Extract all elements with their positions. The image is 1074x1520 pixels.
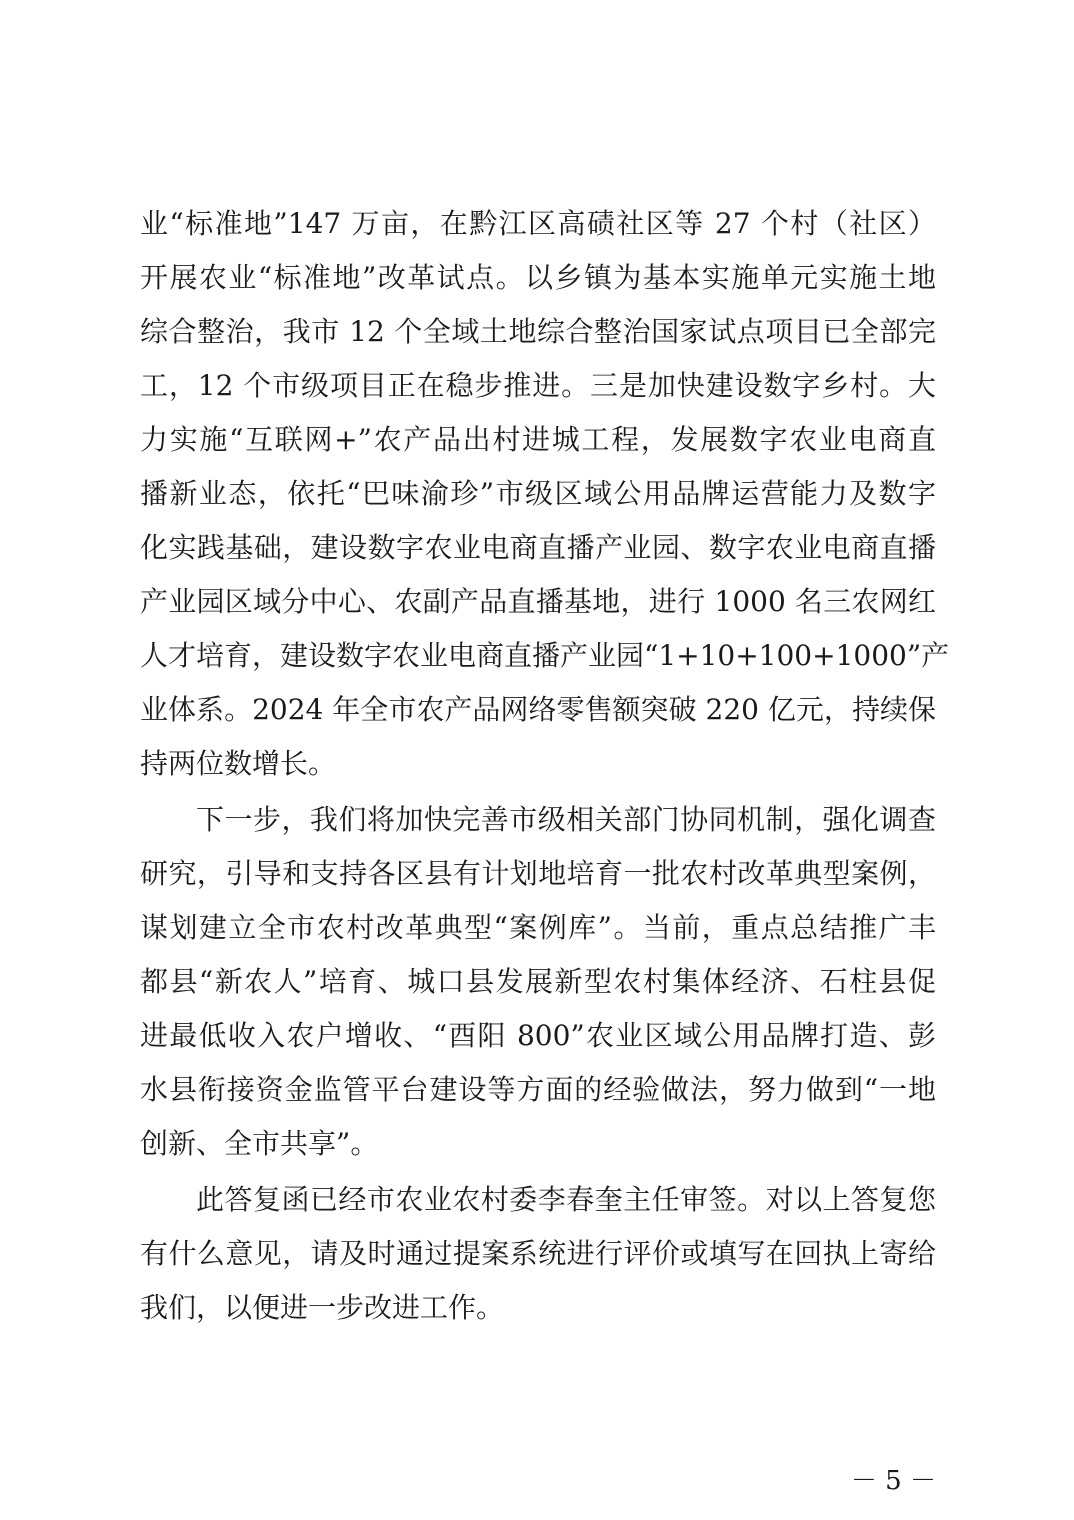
paragraph-3-line-2: 有什么意见，请及时通过提案系统进行评价或填写在回执上寄给	[140, 1237, 936, 1270]
paragraph-3-line-1: 此答复函已经市农业农村委李春奎主任审签。对以上答复您	[196, 1183, 936, 1216]
paragraph-1-line-10: 业体系。2024 年全市农产品网络零售额突破 220 亿元，持续保	[140, 693, 936, 726]
paragraph-1-line-5: 力实施“互联网+”农产品出村进城工程，发展数字农业电商直	[140, 423, 936, 456]
page-number: － 5 －	[850, 1466, 936, 1496]
paragraph-2-line-2: 研究，引导和支持各区县有计划地培育一批农村改革典型案例，	[140, 857, 936, 890]
paragraph-1-line-8: 产业园区域分中心、农副产品直播基地，进行 1000 名三农网红	[140, 585, 936, 618]
paragraph-2-line-5: 进最低收入农户增收、“酉阳 800”农业区域公用品牌打造、彭	[140, 1019, 936, 1052]
paragraph-3-line-3: 我们，以便进一步改进工作。	[140, 1291, 505, 1324]
paragraph-1-line-3: 综合整治，我市 12 个全域土地综合整治国家试点项目已全部完	[140, 315, 936, 348]
paragraph-2-line-6: 水县衔接资金监管平台建设等方面的经验做法，努力做到“一地	[140, 1073, 936, 1106]
paragraph-1-line-11: 持两位数增长。	[140, 747, 337, 780]
paragraph-2-line-4: 都县“新农人”培育、城口县发展新型农村集体经济、石柱县促	[140, 965, 936, 998]
paragraph-2-line-3: 谋划建立全市农村改革典型“案例库”。当前，重点总结推广丰	[140, 911, 936, 944]
paragraph-2-line-1: 下一步，我们将加快完善市级相关部门协同机制，强化调查	[196, 803, 936, 836]
paragraph-2-line-7: 创新、全市共享”。	[140, 1127, 379, 1160]
paragraph-1-line-1: 业“标准地”147 万亩，在黔江区高碛社区等 27 个村（社区）	[140, 207, 936, 240]
paragraph-1-line-4: 工，12 个市级项目正在稳步推进。三是加快建设数字乡村。大	[140, 369, 936, 402]
paragraph-1-line-9: 人才培育，建设数字农业电商直播产业园“1+10+100+1000”产	[140, 639, 950, 672]
paragraph-1-line-6: 播新业态，依托“巴味渝珍”市级区域公用品牌运营能力及数字	[140, 477, 936, 510]
paragraph-1-line-7: 化实践基础，建设数字农业电商直播产业园、数字农业电商直播	[140, 531, 936, 564]
paragraph-1-line-2: 开展农业“标准地”改革试点。以乡镇为基本实施单元实施土地	[140, 261, 936, 294]
